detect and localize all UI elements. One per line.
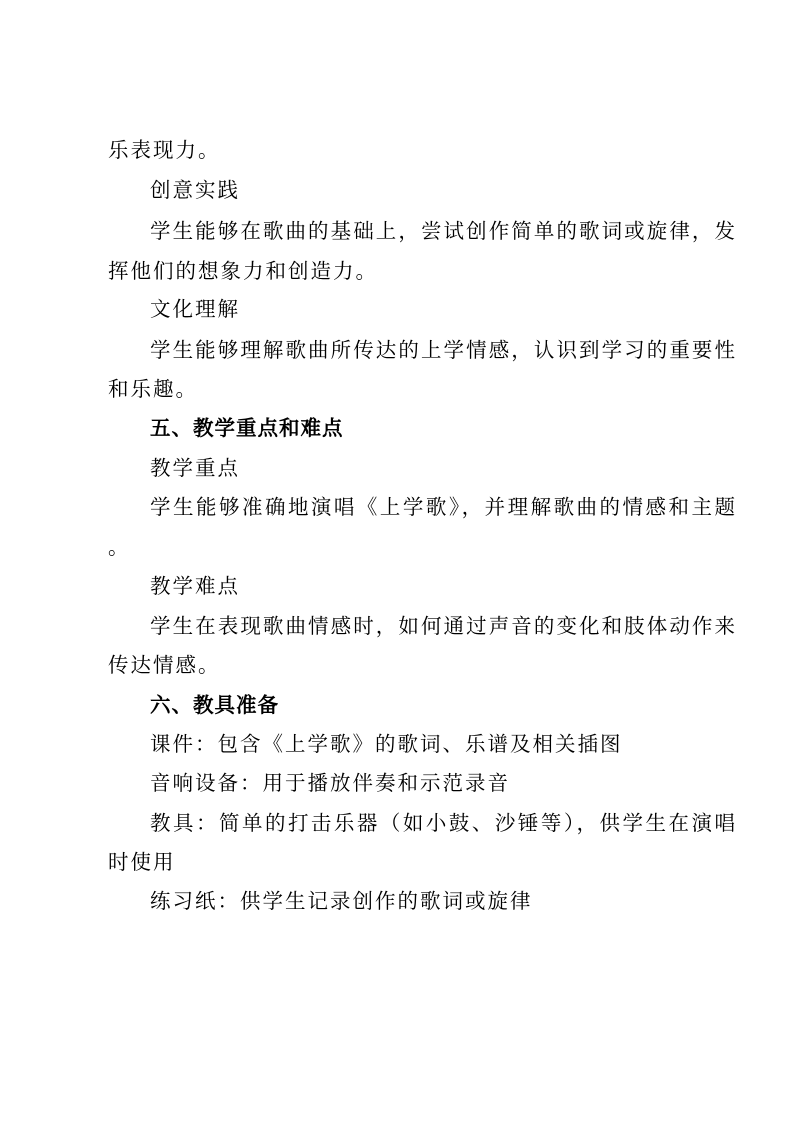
subheading-creative-practice: 创意实践 bbox=[150, 178, 240, 202]
list-item: 教具：简单的打击乐器（如小鼓、沙锤等），供学生在演唱 bbox=[150, 811, 736, 835]
section-heading-teaching-aids: 六、教具准备 bbox=[150, 693, 279, 717]
subheading-teaching-focus: 教学重点 bbox=[150, 456, 240, 480]
paragraph-line: 。 bbox=[108, 535, 129, 559]
paragraph-line: 学生能够准确地演唱《上学歌》，并理解歌曲的情感和主题 bbox=[150, 495, 736, 519]
subheading-teaching-difficulty: 教学难点 bbox=[150, 574, 240, 598]
list-item: 音响设备：用于播放伴奏和示范录音 bbox=[150, 771, 510, 795]
paragraph-line: 挥他们的想象力和创造力。 bbox=[108, 259, 378, 283]
paragraph-line: 学生能够理解歌曲所传达的上学情感，认识到学习的重要性 bbox=[150, 338, 736, 362]
list-item: 练习纸：供学生记录创作的歌词或旋律 bbox=[150, 889, 533, 913]
list-item: 课件：包含《上学歌》的歌词、乐谱及相关插图 bbox=[150, 732, 623, 756]
paragraph-line: 学生在表现歌曲情感时，如何通过声音的变化和肢体动作来 bbox=[150, 614, 736, 638]
paragraph-line: 乐表现力。 bbox=[108, 138, 221, 162]
section-heading-key-points: 五、教学重点和难点 bbox=[150, 416, 344, 440]
paragraph-line: 学生能够在歌曲的基础上，尝试创作简单的歌词或旋律，发 bbox=[150, 219, 736, 243]
list-item-continuation: 时使用 bbox=[108, 850, 176, 874]
subheading-cultural-understanding: 文化理解 bbox=[150, 297, 240, 321]
paragraph-line: 传达情感。 bbox=[108, 653, 221, 677]
paragraph-line: 和乐趣。 bbox=[108, 377, 198, 401]
